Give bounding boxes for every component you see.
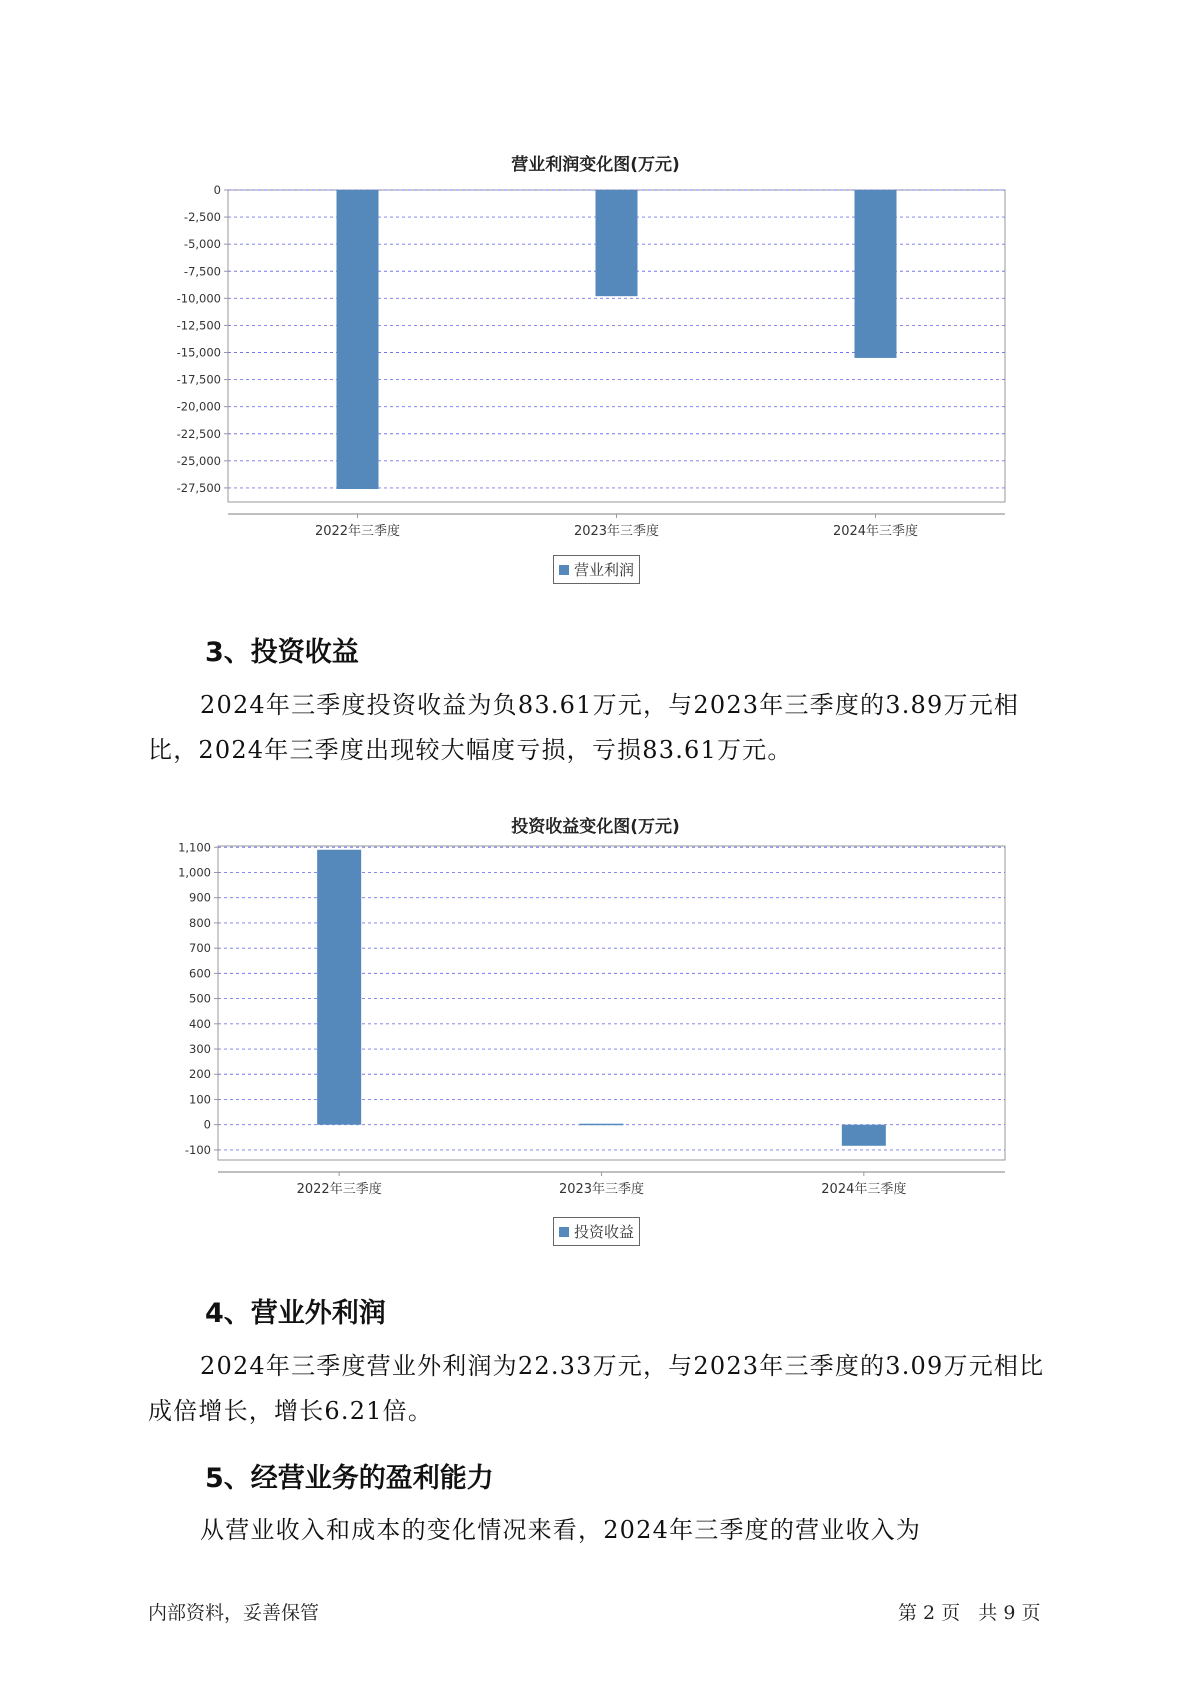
chart1-ytick-label: -25,000 [176, 453, 221, 468]
chart1-xtick-label: 2023年三季度 [573, 524, 660, 539]
chart1-title: 营业利润变化图(万元) [511, 155, 680, 175]
chart1-xtick-label: 2024年三季度 [832, 524, 919, 539]
section3-heading: 3、投资收益 [205, 637, 359, 668]
section5-paragraph: 从营业收入和成本的变化情况来看，2024年三季度的营业收入为 [200, 1516, 922, 1544]
chart2-xtick-label: 2022年三季度 [296, 1182, 382, 1197]
chart1-ytick-label: -20,000 [176, 399, 221, 414]
section4-heading: 4、营业外利润 [205, 1298, 386, 1329]
chart2-bar-3 [842, 1125, 886, 1146]
chart1-ytick-label: -10,000 [176, 291, 221, 306]
footer-confidential-note: 内部资料，妥善保管 [148, 1602, 320, 1624]
chart2-ytick-label: 400 [189, 1016, 211, 1031]
chart1-ytick-label: -27,500 [176, 480, 221, 495]
chart1-xtick-label: 2022年三季度 [314, 524, 401, 539]
chart2-bar-1 [317, 850, 361, 1125]
chart2-legend-label: 投资收益 [574, 1223, 635, 1241]
chart2-xtick-label: 2023年三季度 [558, 1182, 645, 1197]
chart2-title: 投资收益变化图(万元) [511, 817, 680, 837]
chart1-ytick-label: -22,500 [176, 426, 221, 441]
chart1-legend-label: 营业利润 [574, 561, 635, 579]
chart2-ytick-label: 0 [203, 1117, 211, 1132]
section4-paragraph: 2024年三季度营业外利润为22.33万元，与2023年三季度的3.09万元相比成倍增长，增长6.21倍。 [148, 1352, 1045, 1425]
footer-page-number: 第 2 页 共 9 页 [898, 1602, 1041, 1624]
chart1-ytick-label: 0 [213, 183, 221, 197]
chart2-ytick-label: 1,100 [178, 840, 211, 855]
chart2-ytick-label: 100 [189, 1092, 211, 1107]
chart1-ytick-label: -17,500 [176, 372, 221, 387]
chart1-ytick-label: -15,000 [176, 345, 221, 360]
chart1-ytick-label: -5,000 [183, 237, 221, 252]
chart2-ytick-label: 200 [189, 1067, 211, 1082]
chart2-ytick-label: 300 [189, 1042, 211, 1057]
chart1-ytick-label: -7,500 [183, 264, 221, 279]
chart2-ytick-label: 800 [189, 915, 211, 930]
chart2-bar-2 [580, 1124, 624, 1126]
chart1-ytick-label: -2,500 [183, 210, 221, 225]
chart2-ytick-label: 1,000 [178, 865, 211, 880]
section5-heading: 5、经营业务的盈利能力 [205, 1463, 494, 1494]
chart2-ytick-label: 600 [189, 966, 211, 981]
legend-swatch [559, 1227, 569, 1237]
chart2-xtick-label: 2024年三季度 [821, 1182, 907, 1197]
section3-paragraph: 2024年三季度投资收益为负83.61万元，与2023年三季度的3.89万元相比，2024年三季度出现较大幅度亏损，亏损83.61万元。 [148, 691, 1020, 764]
chart2-ytick-label: 700 [189, 941, 211, 956]
chart1-ytick-label: -12,500 [176, 318, 221, 333]
chart2-ytick-label: 500 [189, 991, 211, 1006]
chart2-ytick-label: -100 [184, 1142, 211, 1157]
chart2-legend [553, 1217, 640, 1246]
chart2-ytick-label: 900 [189, 890, 211, 905]
